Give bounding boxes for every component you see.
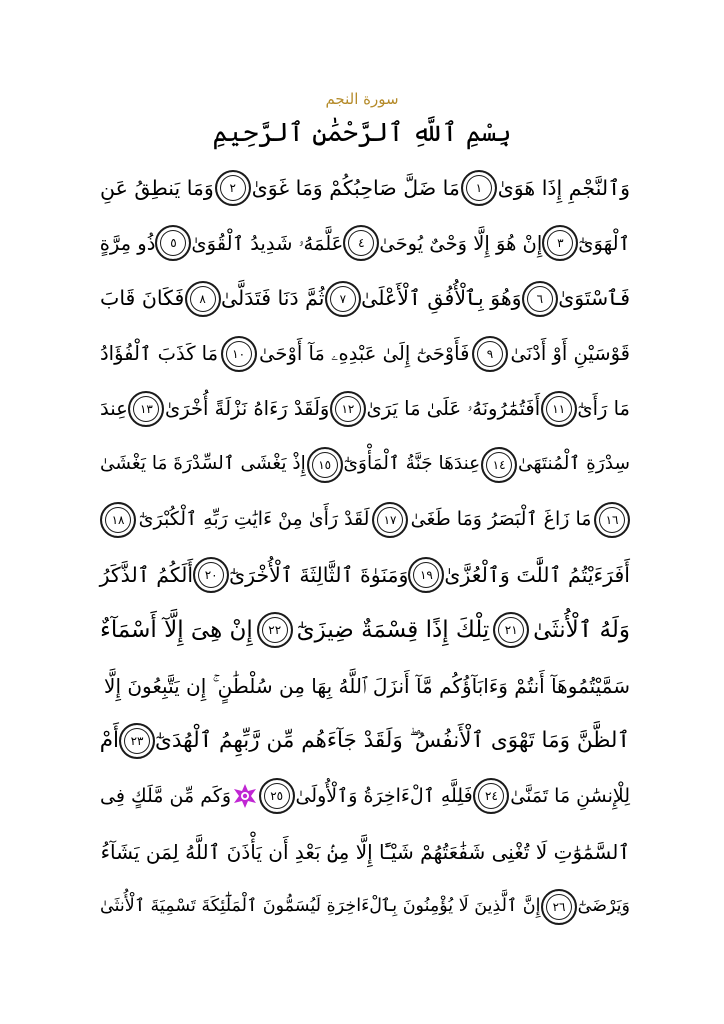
ayah-number-marker: ١٣ (128, 391, 164, 427)
verse-line (100, 770, 630, 822)
verse-line (100, 383, 630, 435)
verse-text: ثُمَّ دَنَا فَتَدَلَّىٰ (220, 286, 325, 311)
verse-text: فَلِلَّهِ ٱلْءَاخِرَةُ وَٱلْأُولَىٰ (295, 784, 473, 807)
ayah-number-marker: ٢٠ (193, 557, 229, 593)
ayah-number-marker: ٢٥ (259, 778, 295, 814)
ayah-number-marker: ١٤ (481, 447, 517, 483)
verse-text: لَقَدْ رَأَىٰ مِنْ ءَايَٰتِ رَبِّهِ ٱلْكُبْرَىٰٓ (138, 508, 370, 531)
verse-text: لِلْإِنسَٰنِ مَا تَمَنَّىٰ (510, 784, 630, 807)
verse-line (100, 494, 630, 546)
ayah-number-marker: ٢١ (493, 612, 529, 648)
ayah-number-marker: ١٩ (408, 557, 444, 593)
ayah-number-marker: ٢٦ (541, 889, 577, 925)
verse-text: ٱلظَّنَّ وَمَا تَهْوَى ٱلْأَنفُسُ ۖ وَلَقَدْ جَآءَهُم مِّن رَّبِّهِمُ ٱلْهُدَىٰٓ (155, 728, 630, 754)
verse-text: تِلْكَ إِذًا قِسْمَةٌ ضِيزَىٰٓ (296, 616, 490, 643)
verse-text: إِنْ هُوَ إِلَّا وَحْىٌ يُوحَىٰ (379, 231, 543, 255)
ayah-number-marker: ١٢ (330, 391, 366, 427)
verse-text: وَٱلنَّجْمِ إِذَا هَوَىٰ (497, 175, 630, 200)
verse-text: مَا زَاغَ ٱلْبَصَرُ وَمَا طَغَىٰ (410, 508, 592, 531)
ayah-number-marker: ١٠ (221, 336, 257, 372)
verse-text: أَلَكُمُ ٱلذَّكَرُ (99, 562, 194, 587)
verse-text: عِندَهَا جَنَّةُ ٱلْمَأْوَىٰٓ (343, 453, 481, 475)
verse-text: سِدْرَةِ ٱلْمُنتَهَىٰ (517, 453, 630, 475)
ayah-number-marker: ١٦ (594, 502, 630, 538)
verse-text: ذُو مِرَّةٍ (99, 231, 156, 255)
ayah-number-marker: ١١ (541, 391, 577, 427)
verse-line (100, 217, 630, 269)
verse-text: أَفَتُمَٰرُونَهُۥ عَلَىٰ مَا يَرَىٰ (366, 397, 541, 421)
sajda-icon (232, 783, 258, 809)
verse-text: وَكَم مِّن مَّلَكٍ فِى (100, 784, 232, 807)
verse-line (100, 439, 630, 491)
surah-title: سورة النجم (325, 90, 399, 108)
verse-line (100, 604, 630, 656)
verse-text: قَوْسَيْنِ أَوْ أَدْنَىٰ (510, 342, 630, 366)
ayah-number-marker: ٢ (215, 170, 251, 206)
verse-text: عَلَّمَهُۥ شَدِيدُ ٱلْقُوَىٰ (191, 231, 344, 255)
ayah-number-marker: ٤ (343, 225, 379, 261)
ayah-number-marker: ٩ (472, 336, 508, 372)
verse-text: إِنَّ ٱلَّذِينَ لَا يُؤْمِنُونَ بِٱلْءَاخِرَةِ لَيُسَمُّونَ ٱلْمَلَٰٓئِكَةَ تَسْمِيَةَ ٱلْأُنثَىٰ (100, 896, 541, 917)
verse-text: وَلَهُ ٱلْأُنثَىٰ (533, 616, 630, 643)
verse-line (100, 660, 630, 712)
verse-text: إِنْ هِىَ إِلَّآ أَسْمَآءٌ (100, 616, 253, 643)
ayah-number-marker: ١ (461, 170, 497, 206)
verse-text: فَٱسْتَوَىٰ (558, 286, 630, 311)
verse-text: مَا رَأَىٰٓ (577, 397, 630, 421)
verse-line (100, 881, 630, 933)
verse-text: أَفَرَءَيْتُمُ ٱللَّٰتَ وَٱلْعُزَّىٰ (444, 562, 630, 587)
ayah-number-marker: ١٧ (372, 502, 408, 538)
ayah-number-marker: ٢٤ (473, 778, 509, 814)
ayah-number-marker: ١٨ (100, 502, 136, 538)
ayah-number-marker: ٢٢ (257, 612, 293, 648)
basmala: بِسْمِ ٱللَّهِ ٱلرَّحْمَٰنِ ٱلرَّحِيمِ (212, 118, 512, 148)
verse-line (100, 715, 630, 767)
verse-text: عِندَ (100, 397, 128, 421)
verse-text: سَمَّيْتُمُوهَآ أَنتُمْ وَءَابَآؤُكُم مَّآ أَنزَلَ ٱللَّهُ بِهَا مِن سُلْطَٰنٍ ۚ إِن يَتَّبِعُونَ إِلَّا (104, 673, 630, 698)
verse-line (100, 826, 630, 878)
ayah-number-marker: ٦ (522, 281, 558, 317)
ayah-number-marker: ١٥ (307, 447, 343, 483)
verse-text: وَهُوَ بِٱلْأُفُقِ ٱلْأَعْلَىٰ (361, 286, 522, 311)
verse-line (100, 328, 630, 380)
verse-text: أَمْ (99, 728, 120, 754)
ayah-number-marker: ٥ (155, 225, 191, 261)
verse-text: وَمَنَوٰةَ ٱلثَّالِثَةَ ٱلْأُخْرَىٰٓ (229, 562, 409, 587)
verse-text: مَا ضَلَّ صَاحِبُكُمْ وَمَا غَوَىٰ (251, 175, 460, 200)
verse-text: إِذْ يَغْشَى ٱلسِّدْرَةَ مَا يَغْشَىٰ (100, 453, 306, 475)
ayah-number-marker: ٢٣ (119, 723, 155, 759)
verse-text: وَيَرْضَىٰٓ (577, 896, 630, 917)
ayah-number-marker: ٧ (325, 281, 361, 317)
verse-text: فَكَانَ قَابَ (100, 286, 185, 311)
verse-line (100, 273, 630, 325)
verse-text: مَا كَذَبَ ٱلْفُؤَادُ (100, 342, 219, 366)
verse-text: فَأَوْحَىٰٓ إِلَىٰ عَبْدِهِۦ مَآ أَوْحَىٰ (259, 342, 470, 366)
verse-line (100, 549, 630, 601)
ayah-number-marker: ٨ (185, 281, 221, 317)
verse-text: ٱلْهَوَىٰٓ (578, 231, 630, 255)
verse-line (100, 162, 630, 214)
verse-text: ٱلسَّمَٰوَٰتِ لَا تُغْنِى شَفَٰعَتُهُمْ شَيْـًٔا إِلَّا مِنۢ بَعْدِ أَن يَأْذَنَ ٱللَّهُ لِمَن يَشَآءُ (100, 839, 630, 864)
ayah-number-marker: ٣ (542, 225, 578, 261)
verse-text: وَمَا يَنطِقُ عَنِ (100, 175, 214, 200)
verse-text: وَلَقَدْ رَءَاهُ نَزْلَةً أُخْرَىٰ (164, 397, 330, 421)
